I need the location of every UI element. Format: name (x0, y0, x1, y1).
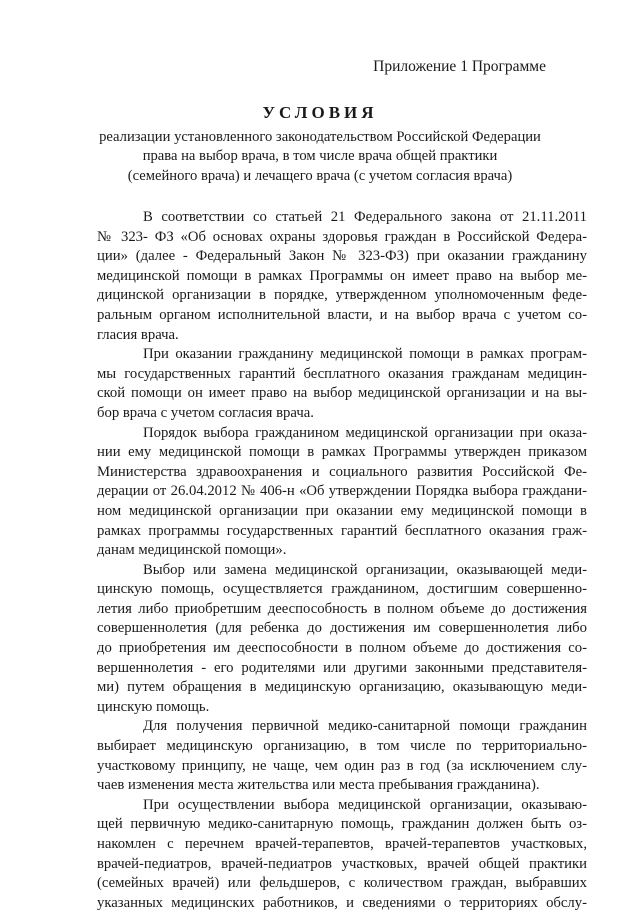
document-title: УСЛОВИЯ (262, 103, 378, 122)
subtitle-line: (семейного врача) и лечащего врача (с учетом согласия врача) (127, 167, 513, 184)
text-line: выбирает медицинскую организацию, в том числе по территориально- (97, 738, 587, 755)
text-line: дерации от 26.04.2012 № 406-н «Об утверждении Порядка выбора граждани- (97, 483, 587, 500)
text-line: данам медицинской помощи». (97, 542, 287, 559)
subtitle-line: реализации установленного законодательством Российской Федерации (99, 129, 541, 145)
text-line: цинскую помощь. (97, 698, 210, 715)
subtitle-line: права на выбор врача, в том числе врача общей практики (142, 148, 498, 165)
text-line: до приобретения им дееспособности в полном объеме до достижения со- (97, 640, 587, 657)
text-line: ральным органом исполнительной власти, и на выбор врача с учетом со- (97, 306, 587, 323)
text-line: Порядок выбора гражданином медицинской организации при оказа- (143, 424, 587, 441)
text-line: чаев изменения места жительства или места пребывания гражданина). (97, 777, 540, 794)
paragraph (97, 796, 587, 913)
text-line: накомлен с перечнем врачей-терапевтов, врачей-терапевтов участковых, (97, 836, 587, 852)
text-line: ской помощи он имеет право на выбор медицинской организации и на вы- (97, 385, 587, 402)
text-line: ми) путем обращения в медицинскую организацию, оказывающую меди- (97, 679, 587, 696)
text-line: ном медицинской организации при оказании ему медицинской помощи в (97, 502, 587, 519)
text-line: (семейных врачей) или фельдшеров, с количеством граждан, выбравших (97, 875, 587, 892)
text-line: В соответствии со статьей 21 Федерального закона от 21.11.2011 (143, 209, 587, 225)
document-heading (0, 103, 640, 186)
paragraph (97, 345, 587, 423)
text-line: цинскую помощь, осуществляется гражданином, достигшим совершенно- (97, 581, 587, 598)
paragraph (97, 561, 587, 718)
text-line: вершеннолетия - его родителями или другими законными представителя- (97, 659, 587, 676)
annex-label: Приложение 1 Программе (373, 58, 546, 75)
document-body (97, 208, 587, 913)
text-line: При осуществлении выбора медицинской организации, оказываю- (143, 796, 587, 813)
text-line: медицинской помощи в рамках Программы он имеет право на выбор ме- (97, 267, 587, 284)
text-line: участковому принципу, не чаще, чем один раз в год (за исключением слу- (97, 757, 587, 774)
text-line: щей первичную медико-санитарную помощь, гражданин должен быть оз- (97, 816, 587, 833)
text-line: совершеннолетия (для ребенка до достижения им совершеннолетия либо (97, 620, 587, 637)
text-line: бор врача с учетом согласия врача. (97, 404, 314, 421)
text-line: нии ему медицинской помощи в рамках Программы утвержден приказом (97, 444, 587, 461)
text-line: гласия врача. (97, 326, 179, 343)
text-line: Выбор или замена медицинской организации, оказывающей меди- (143, 561, 587, 578)
text-line: мы государственных гарантий бесплатного оказания гражданам медицин- (97, 365, 587, 382)
text-line: При оказании гражданину медицинской помощи в рамках програм- (143, 346, 587, 363)
paragraph (97, 717, 587, 795)
text-line: рамках программы государственных гарантий бесплатного оказания граж- (97, 522, 587, 539)
text-line: № 323- ФЗ «Об основах охраны здоровья граждан в Российской Федера- (97, 228, 587, 245)
text-line: Министерства здравоохранения и социального развития Российской Фе- (97, 463, 587, 480)
text-line: дицинской организации в порядке, утвержденном уполномоченным феде- (97, 287, 587, 304)
text-line: летия либо приобретшим дееспособность в полном объеме до достижения (97, 600, 587, 617)
text-line: ции» (далее - Федеральный Закон № 323-ФЗ) при оказании гражданину (97, 248, 587, 265)
text-line: врачей-педиатров, врачей-педиатров участковых, врачей общей практики (97, 855, 587, 872)
paragraph (97, 424, 587, 561)
text-line: Для получения первичной медико-санитарной помощи гражданин (143, 718, 587, 735)
paragraph (97, 208, 587, 345)
text-line: указанных медицинских работников, и сведениями о территориях обслу- (97, 894, 587, 911)
